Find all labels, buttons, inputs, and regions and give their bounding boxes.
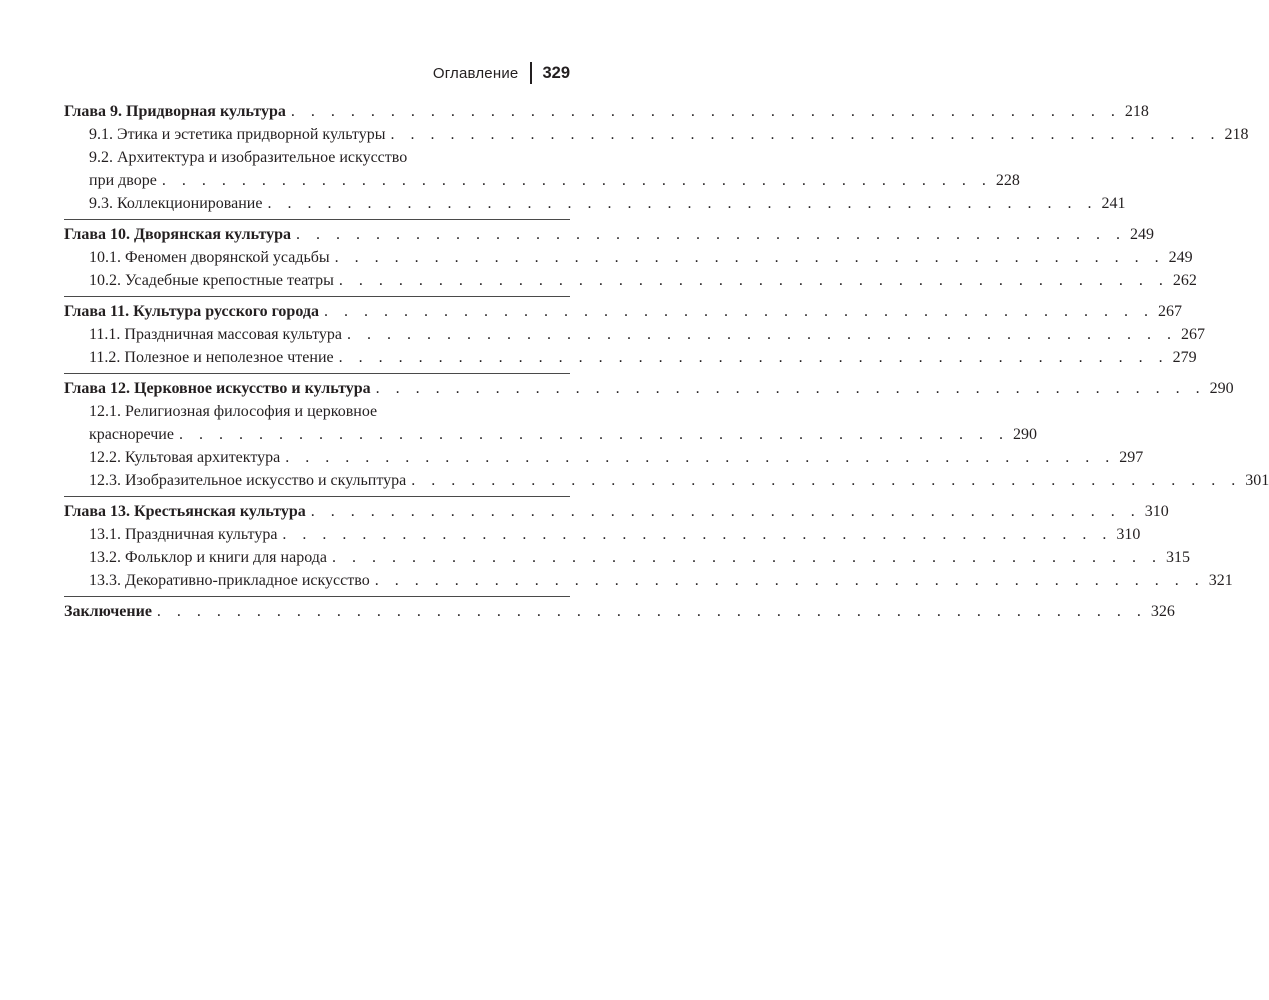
section-title: 9.1. Этика и эстетика придворной культуры (89, 126, 386, 143)
section-9-1[interactable] (64, 123, 1249, 146)
chapter-page: 267 (1157, 303, 1182, 320)
dot-leader: . . . . . . . . . . . . . . . . . . . . . . . . . . . . . . . . . . . . . . . . . . (346, 326, 1177, 343)
dot-leader: . . . . . . . . . . . . . . . . . . . . . . . . . . . . . . . . . . . . . . . . . . (161, 172, 992, 189)
section-13-1[interactable] (64, 523, 1141, 546)
dot-leader: . . . . . . . . . . . . . . . . . . . . . . . . . . . . . . . . . . . . . . . . . . (331, 549, 1162, 566)
chapter-title: Глава 9. Придворная культура (64, 103, 286, 120)
chapter-11 (64, 300, 1205, 374)
dot-leader: . . . . . . . . . . . . . . . . . . . . . . . . . . . . . . . . . . . . . . . . . . (323, 303, 1154, 320)
chapter-page: 290 (1209, 380, 1234, 397)
section-11-1[interactable] (64, 323, 1205, 346)
running-head (433, 62, 570, 84)
section-title-line2: при дворе (89, 172, 157, 189)
section-12-3[interactable] (64, 469, 1269, 492)
section-12-2[interactable] (64, 446, 1144, 469)
chapter-page: 310 (1144, 503, 1169, 520)
section-title-line2-row (64, 423, 1037, 446)
section-9-2[interactable] (64, 146, 1020, 192)
chapter-10-entry[interactable] (64, 223, 1155, 246)
section-title: 13.3. Декоративно-прикладное искусство (89, 572, 370, 589)
dot-leader: . . . . . . . . . . . . . . . . . . . . . . . . . . . . . . . . . . . . . . . . . . (178, 426, 1009, 443)
dot-leader: . . . . . . . . . . . . . . . . . . . . . . . . . . . . . . . . . . . . . . . . . . (296, 226, 1127, 243)
section-13-3[interactable] (64, 569, 1233, 592)
chapter-title: Глава 11. Культура русского города (64, 303, 319, 320)
section-page: 279 (1172, 349, 1197, 366)
section-title-line2: красноречие (89, 426, 174, 443)
section-title: 12.2. Культовая архитектура (89, 449, 281, 466)
dot-leader: . . . . . . . . . . . . . . . . . . . . . . . . . . . . . . . . . . . . . . . . . . (282, 526, 1113, 543)
section-title: 11.2. Полезное и неполезное чтение (89, 349, 334, 366)
section-page: 241 (1101, 195, 1126, 212)
dot-leader: . . . . . . . . . . . . . . . . . . . . . . . . . . . . . . . . . . . . . . . . . . (290, 103, 1121, 120)
section-page: 290 (1012, 426, 1037, 443)
section-title-line1: 9.2. Архитектура и изобразительное искусство (89, 149, 408, 166)
section-9-3[interactable] (64, 192, 1126, 215)
section-page: 301 (1245, 472, 1269, 489)
section-title: 9.3. Коллекционирование (89, 195, 263, 212)
chapter-page: 249 (1130, 226, 1155, 243)
section-page: 267 (1180, 326, 1205, 343)
section-12-1[interactable] (64, 400, 1037, 446)
section-title: 11.1. Праздничная массовая культура (89, 326, 342, 343)
dot-leader: . . . . . . . . . . . . . . . . . . . . . . . . . . . . . . . . . . . . . . . . . . (334, 249, 1165, 266)
section-page: 262 (1172, 272, 1197, 289)
chapter-12 (64, 377, 1269, 497)
chapter-title: Глава 13. Крестьянская культура (64, 503, 306, 520)
chapter-10 (64, 223, 1197, 297)
dot-leader: . . . . . . . . . . . . . . . . . . . . . . . . . . . . . . . . . . . . . . . . . . (375, 380, 1206, 397)
section-page: 310 (1116, 526, 1141, 543)
section-title: 13.1. Праздничная культура (89, 526, 278, 543)
dot-leader: . . . . . . . . . . . . . . . . . . . . . . . . . . . . . . . . . . . . . . . . . . (285, 449, 1116, 466)
chapter-13 (64, 500, 1233, 597)
conclusion-entry[interactable] (64, 600, 1175, 623)
section-page: 315 (1165, 549, 1190, 566)
section-page: 297 (1119, 449, 1144, 466)
section-page: 228 (995, 172, 1020, 189)
chapter-title: Глава 10. Дворянская культура (64, 226, 292, 243)
dot-leader: . . . . . . . . . . . . . . . . . . . . . . . . . . . . . . . . . . . . . . . . . . (411, 472, 1242, 489)
section-11-2[interactable] (64, 346, 1197, 369)
chapter-title: Глава 12. Церковное искусство и культура (64, 380, 371, 397)
chapter-13-entry[interactable] (64, 500, 1169, 523)
running-head-divider (530, 62, 532, 84)
dot-leader: . . . . . . . . . . . . . . . . . . . . . . . . . . . . . . . . . . . . . . . . . . (374, 572, 1205, 589)
section-page: 249 (1168, 249, 1193, 266)
section-title: 13.2. Фольклор и книги для народа (89, 549, 327, 566)
page-number: 329 (542, 63, 570, 82)
dot-leader: . . . . . . . . . . . . . . . . . . . . . . . . . . . . . . . . . . . . . . . . . . (267, 195, 1098, 212)
section-13-2[interactable] (64, 546, 1190, 569)
section-page: 321 (1208, 572, 1233, 589)
chapter-9 (64, 100, 1249, 220)
section-page: 218 (1224, 126, 1249, 143)
section-10-1[interactable] (64, 246, 1193, 269)
dot-leader: . . . . . . . . . . . . . . . . . . . . . . . . . . . . . . . . . . . . . . . . . . (338, 349, 1169, 366)
section-title: 10.2. Усадебные крепостные театры (89, 272, 334, 289)
dot-leader: . . . . . . . . . . . . . . . . . . . . . . . . . . . . . . . . . . . . . . . . . . (390, 126, 1221, 143)
dot-leader: . . . . . . . . . . . . . . . . . . . . . . . . . . . . . . . . . . . . . . . . . . . . . . . . . . (156, 603, 1147, 620)
chapter-11-entry[interactable] (64, 300, 1182, 323)
conclusion-title: Заключение (64, 603, 152, 620)
conclusion (64, 600, 1175, 627)
section-title: 12.3. Изобразительное искусство и скульптура (89, 472, 407, 489)
section-title-line1: 12.1. Религиозная философия и церковное (89, 403, 378, 420)
chapter-9-entry[interactable] (64, 100, 1149, 123)
chapter-page: 218 (1124, 103, 1149, 120)
chapter-12-entry[interactable] (64, 377, 1234, 400)
dot-leader: . . . . . . . . . . . . . . . . . . . . . . . . . . . . . . . . . . . . . . . . . . (338, 272, 1169, 289)
running-head-title: Оглавление (432, 64, 519, 82)
dot-leader: . . . . . . . . . . . . . . . . . . . . . . . . . . . . . . . . . . . . . . . . . . (310, 503, 1141, 520)
section-10-2[interactable] (64, 269, 1197, 292)
section-title: 10.1. Феномен дворянской усадьбы (89, 249, 330, 266)
conclusion-page: 326 (1150, 603, 1175, 620)
section-title-line2-row (64, 169, 1020, 192)
table-of-contents (64, 100, 1269, 630)
